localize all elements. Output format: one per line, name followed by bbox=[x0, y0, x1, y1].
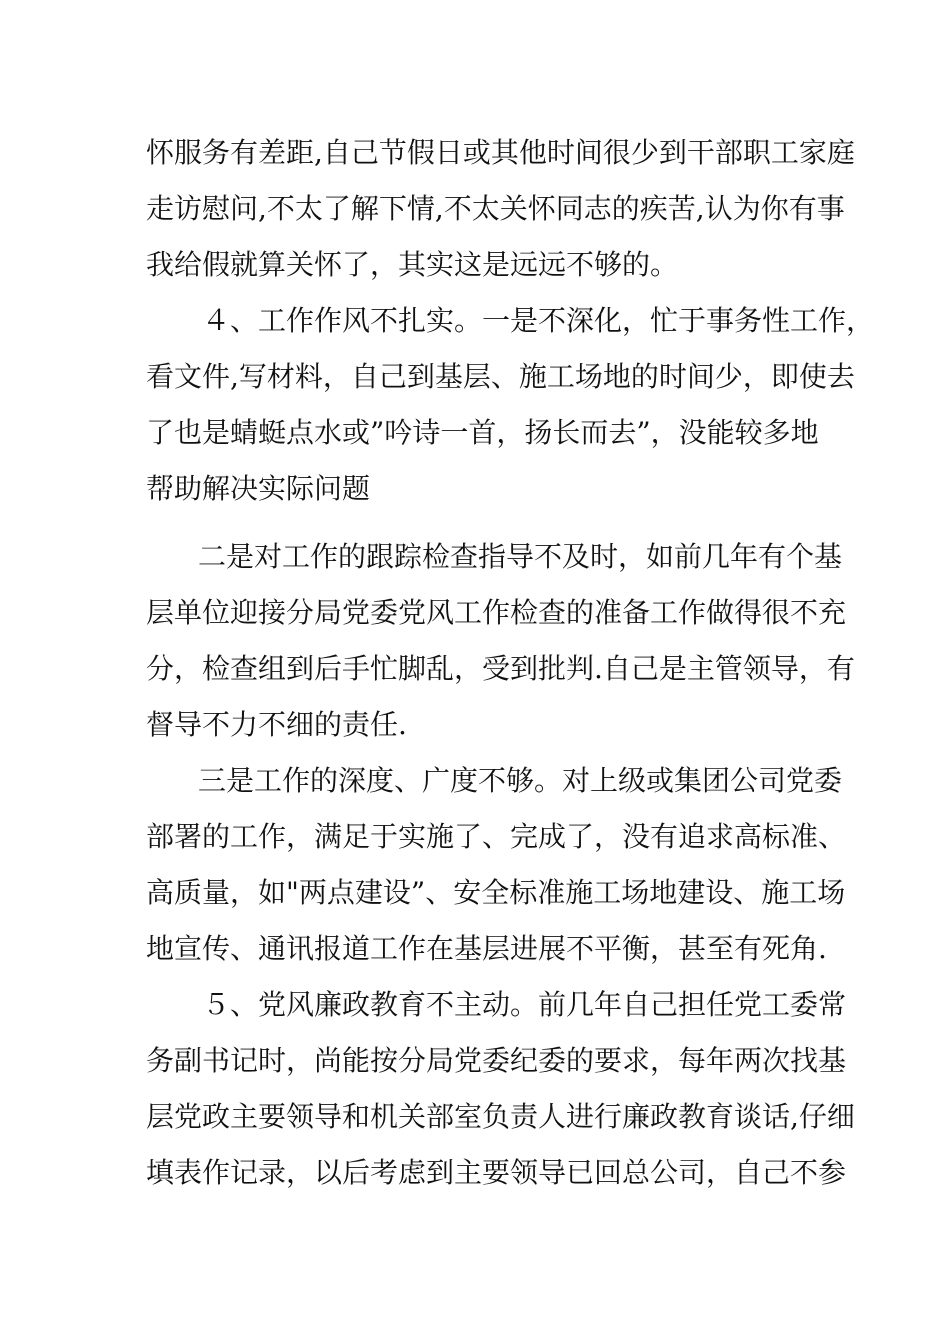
text-line: 分，检查组到后手忙脚乱，受到批判.自己是主管领导，有 bbox=[146, 652, 855, 685]
document-body bbox=[146, 128, 875, 1204]
paragraph-first-line: 二是对工作的跟踪检查指导不及时，如前几年有个基 bbox=[198, 540, 843, 573]
text-line: 督导不力不细的责任. bbox=[146, 708, 407, 741]
text-line: 高质量，如"两点建设”、安全标准施工场地建设、施工场 bbox=[146, 876, 846, 909]
paragraph-first-line: 三是工作的深度、广度不够。对上级或集团公司党委 bbox=[198, 764, 843, 797]
text-line: 务副书记时，尚能按分局党委纪委的要求，每年两次找基 bbox=[146, 1044, 847, 1077]
text-line: 地宣传、通讯报道工作在基层进展不平衡，甚至有死角. bbox=[146, 932, 827, 965]
text-line: 层党政主要领导和机关部室负责人进行廉政教育谈话,仔细 bbox=[146, 1100, 855, 1133]
text-line: 填表作记录，以后考虑到主要领导已回总公司，自己不参 bbox=[146, 1156, 847, 1189]
text-line: 层单位迎接分局党委党风工作检查的准备工作做得很不充 bbox=[146, 596, 847, 629]
text-line: 我给假就算关怀了，其实这是远远不够的。 bbox=[146, 248, 679, 281]
text-line: 部署的工作，满足于实施了、完成了，没有追求高标准、 bbox=[146, 820, 847, 853]
text-line: 帮助解决实际问题 bbox=[146, 472, 371, 505]
paragraph-5-first-line: ５、党风廉政教育不主动。前几年自己担任党工委常 bbox=[202, 988, 847, 1021]
text-line: 了也是蜻蜓点水或”吟诗一首，扬长而去”，没能较多地 bbox=[146, 416, 819, 449]
text-line: 走访慰问,不太了解下情,不太关怀同志的疾苦,认为你有事 bbox=[146, 192, 845, 225]
text-line: 怀服务有差距,自己节假日或其他时间很少到干部职工家庭 bbox=[146, 136, 855, 169]
paragraph-4-first-line: ４、工作作风不扎实。一是不深化，忙于事务性工作， bbox=[202, 304, 875, 337]
paragraph-gap bbox=[146, 520, 806, 532]
text-line: 看文件,写材料，自己到基层、施工场地的时间少，即使去 bbox=[146, 360, 855, 393]
